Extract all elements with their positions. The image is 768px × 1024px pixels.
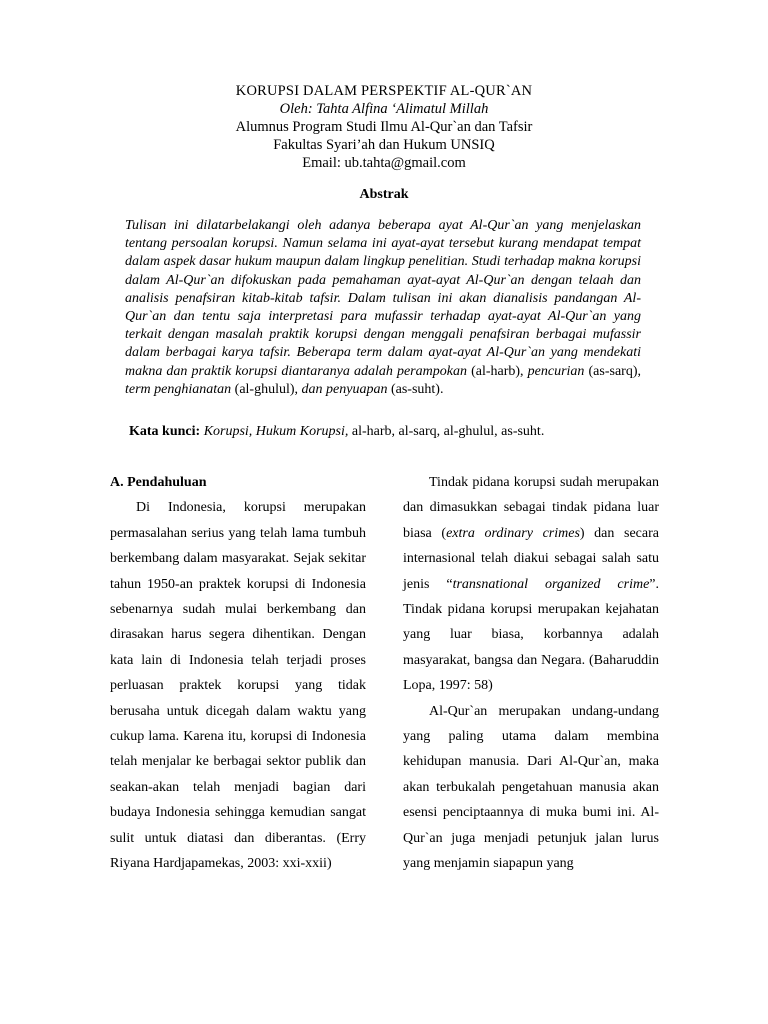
crime-text-3: ”. Tindak pidana korupsi merupakan kejahatan yang luar biasa, korbannya adalah masyarakat, bangsa dan Negara. (Baharuddin Lopa, 1997: 58) bbox=[403, 576, 659, 694]
term-al-harb: (al-harb), bbox=[466, 363, 528, 379]
left-column bbox=[110, 470, 366, 877]
paper-header bbox=[0, 82, 768, 172]
transnational-crime: transnational organized crime bbox=[452, 576, 650, 592]
affiliation-faculty: Fakultas Syari’ah dan Hukum UNSIQ bbox=[273, 137, 495, 153]
section-heading: A. Pendahuluan bbox=[110, 475, 207, 490]
term-penyuapan: dan penyuapan bbox=[301, 381, 388, 397]
quran-paragraph: Al-Qur`an merupakan undang-undang yang paling utama dalam membina kehidupan manusia. Dari Al-Qur`an, maka akan terbukalah pengetahuan manusia akan esensi penciptaannya di muka bumi ini. Al-Qur`an juga menjadi petunjuk jalan lurus yang menjamin siapapun yang bbox=[403, 703, 659, 872]
abstract-text: Tulisan ini dilatarbelakangi oleh adanya beberapa ayat Al-Qur`an yang menjelaskan tentang persoalan korupsi. Namun selama ini ayat-ayat tersebut kurang mendapat tempat dalam aspek dasar hukum maupun dalam lingkup penelitian. Studi terhadap makna korupsi dalam Al-Qur`an difokuskan pada pemahaman ayat-ayat Al-Qur`an dengan telaah dan analisis penafsiran kitab-kitab tafsir. Dalam tulisan ini akan dianalisis pandangan Al-Qur`an dan tentu saja interpretasi para mufassir terhadap ayat-ayat Al-Qur`an yang terkait dengan masalah praktik korupsi dengan menggali penafsiran berbagai mufassir dalam berbagai karya tafsir. Beberapa term dalam ayat-ayat Al-Qur`an yang mendekati makna dan praktik korupsi diantaranya adalah perampokan bbox=[125, 218, 641, 379]
crime-text-2: ) dan secara internasional telah diakui sebagai salah satu jenis “ bbox=[403, 525, 659, 592]
keywords-italic: Korupsi, Hukum Korupsi, bbox=[200, 424, 349, 439]
crime-text-1: Tindak pidana korupsi sudah merupakan dan dimasukkan sebagai tindak pidana luar biasa ( bbox=[403, 475, 659, 541]
paper-title: KORUPSI DALAM PERSPEKTIF AL-QUR`AN bbox=[235, 83, 533, 99]
crime-paragraph bbox=[403, 470, 659, 699]
keywords-terms: al-harb, al-sarq, al-ghulul, as-suht. bbox=[348, 424, 545, 439]
term-al-ghulul: (al-ghulul), bbox=[231, 381, 302, 397]
keywords-line bbox=[129, 424, 649, 440]
intro-paragraph: Di Indonesia, korupsi merupakan permasalahan serius yang telah lama tumbuh berkembang dalam masyarakat. Sejak sekitar tahun 1950-an praktek korupsi di Indonesia sebenarnya sudah mulai berkembang dan dirasakan harus segera dihentikan. Dengan kata lain di Indonesia telah terjadi proses perluasan praktek korupsi yang tidak berusaha untuk dicegah dalam waktu yang cukup lama. Karena itu, korupsi di Indonesia telah menjalar ke berbagai sektor publik dan seakan-akan telah menjadi bagian dari budaya Indonesia sehingga kemudian sangat sulit untuk diatasi dan diberantas. (Erry Riyana Hardjapamekas, 2003: xxi-xxii) bbox=[110, 500, 366, 872]
extra-ordinary-crimes: extra ordinary crimes bbox=[446, 525, 580, 541]
term-penghianatan: term penghianatan bbox=[125, 381, 232, 397]
term-pencurian: pencurian bbox=[527, 363, 585, 379]
affiliation-program: Alumnus Program Studi Ilmu Al-Qur`an dan Tafsir bbox=[235, 119, 533, 135]
keywords-label: Kata kunci: bbox=[129, 424, 201, 439]
author-line: Oleh: Tahta Alfina ‘Alimatul Millah bbox=[279, 101, 489, 117]
term-as-suht: (as-suht). bbox=[387, 381, 444, 397]
right-column bbox=[403, 470, 659, 877]
author-email: Email: ub.tahta@gmail.com bbox=[302, 155, 466, 171]
abstract-heading: Abstrak bbox=[359, 187, 409, 202]
abstract-body bbox=[125, 217, 641, 399]
term-as-sarq: (as-sarq), bbox=[584, 363, 641, 379]
